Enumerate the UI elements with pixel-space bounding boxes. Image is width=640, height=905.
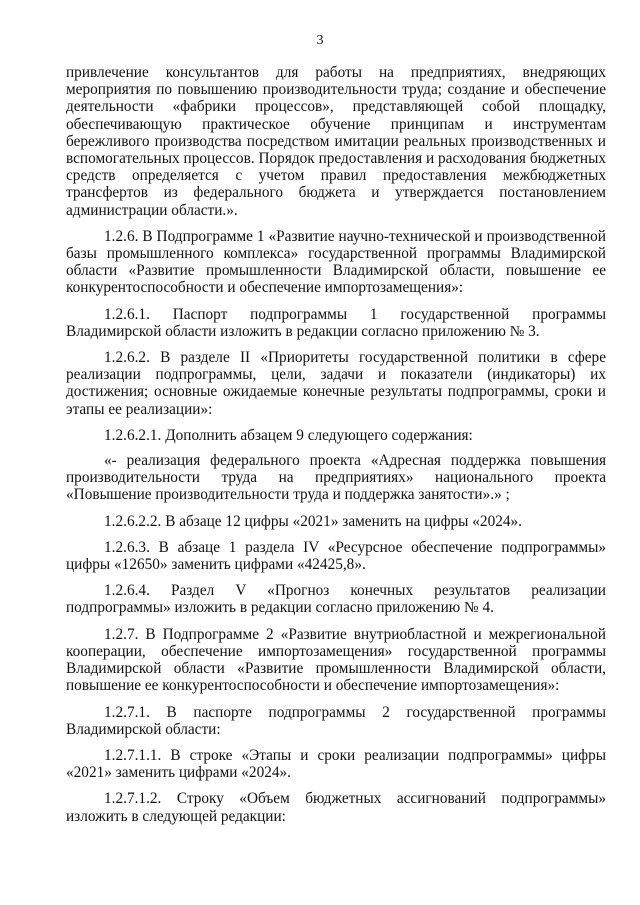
paragraph-1-2-7-1-2: 1.2.7.1.2. Строку «Объем бюджетных ассигнований подпрограммы» изложить в следующей редакции: bbox=[66, 790, 606, 825]
paragraph-1-2-6-2-2: 1.2.6.2.2. В абзаце 12 цифры «2021» заменить на цифры «2024». bbox=[104, 512, 522, 530]
paragraph-1-2-7-1-1: 1.2.7.1.1. В строке «Этапы и сроки реализации подпрограммы» цифры «2021» заменить цифрами «2024». bbox=[66, 746, 606, 782]
paragraph-1-2-6-1: 1.2.6.1. Паспорт подпрограммы 1 государственной программы Владимирской области изложить в редакции согласно приложению № 3. bbox=[66, 305, 606, 340]
paragraph-1-2-6-2: 1.2.6.2. В разделе II «Приоритеты государственной политики в сфере реализации подпрограммы, цели, задачи и показатели (индикаторы) их достижения; основные ожидаемые конечные результаты подпрограммы, сроки и этапы ее реализации»: bbox=[66, 349, 606, 418]
paragraph-1-2-7-1: 1.2.7.1. В паспорте подпрограммы 2 государственной программы Владимирской области: bbox=[66, 703, 606, 738]
paragraph-1-2-7: 1.2.7. В Подпрограмме 2 «Развитие внутриобластной и межрегиональной кооперации, обеспечение импортозамещения» государственной программы Владимирской области «Развитие промышленности Владимирской области, повышение ее конкурентоспособности и обеспечение импортозамещения»: bbox=[66, 625, 606, 695]
paragraph-quoted-addition: «- реализация федерального проекта «Адресная поддержка повышения производительности труда на предприятиях» национального проекта «Повышение производительности труда и поддержка занятости».» ; bbox=[66, 452, 606, 504]
paragraph-1-2-6-4: 1.2.6.4. Раздел V «Прогноз конечных результатов реализации подпрограммы» изложить в редакции согласно приложению № 4. bbox=[66, 582, 606, 617]
paragraph-1-2-6-3: 1.2.6.3. В абзаце 1 раздела IV «Ресурсное обеспечение подпрограммы» цифры «12650» заменить цифрами «42425,8». bbox=[66, 538, 606, 574]
paragraph-1-2-6-2-1: 1.2.6.2.1. Дополнить абзацем 9 следующего содержания: bbox=[104, 426, 473, 444]
page-number: 3 bbox=[316, 33, 324, 48]
paragraph-1-2-6: 1.2.6. В Подпрограмме 1 «Развитие научно-технической и производственной базы промышленного комплекса» государственной программы Владимирской области «Развитие промышленности Владимирской области, повышение ее конкурентоспособности и обеспечение импортозамещения»: bbox=[66, 227, 606, 297]
document-body bbox=[66, 64, 606, 834]
paragraph-continuation: привлечение консультантов для работы на предприятиях, внедряющих мероприятия по повышению производительности труда; создание и обеспечение деятельности «фабрики процессов», представляющей собой площадку, обеспечивающую практическое обучение принципам и инструментам бережливого производства посредством имитации реальных производственных и вспомогательных процессов. Порядок предоставления и расходования бюджетных средств определяется с учетом правил предоставления межбюджетных трансфертов из федерального бюджета и утверждается постановлением администрации области.». bbox=[66, 64, 606, 219]
